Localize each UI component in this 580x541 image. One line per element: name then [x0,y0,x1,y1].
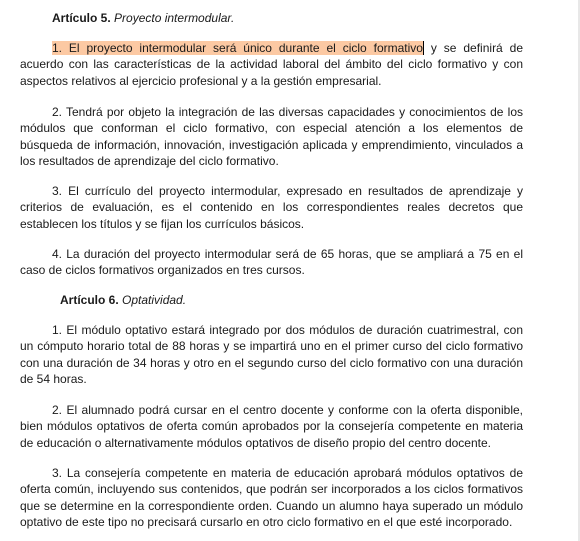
article-6-paragraph-1: 1. El módulo optativo estará integrado por dos módulos de duración cuatrimestral, con un cómputo horario total de 88 horas y se impartirá uno en el primer curso del ciclo formativo con una duración de 34 horas y otro en el segundo curso del ciclo formativo con una duración de 54 horas. [20,323,523,386]
article-5-paragraph-4: 4. La duración del proyecto intermodular será de 65 horas, que se ampliará a 75 en el caso de ciclos formativos organizados en tres cursos. [20,247,523,278]
selected-text-highlight[interactable]: 1. El proyecto intermodular será único durante el ciclo formativo [52,41,423,55]
paragraph-text: y se definirá de acuerdo con las características de la actividad laboral del ámbito del ciclo formativo y con aspectos relativos al ejercicio profesional y a la gestión empresarial. [20,41,523,88]
article-5-paragraph-3: 3. El currículo del proyecto intermodular, expresado en resultados de aprendizaje y criterios de evaluación, es el contenido en los correspondientes reales decretos que establecen los títulos y se fijan los currículos básicos. [20,184,523,231]
article-5-title: Proyecto intermodular. [114,11,235,25]
article-6-paragraph-3: 3. La consejería competente en materia de educación aprobará módulos optativos de oferta común, incluyendo sus contenidos, que podrán ser incorporados a los ciclos formativos que se determine en la correspondiente orden. Cuando un alumno haya superado un módulo optativo de este tipo no precisará cursarlo en otro ciclo formativo en el que esté incorporado. [20,466,523,529]
article-5-heading [52,10,234,26]
article-6-heading [60,292,186,308]
article-5-number: Artículo 5. [52,11,111,25]
article-6-title: Optatividad. [122,293,187,307]
article-5-paragraph-2: 2. Tendrá por objeto la integración de las diversas capacidades y conocimientos de los módulos que conforman el ciclo formativo, con especial atención a los elementos de búsqueda de información, innovación, investigación aplicada y emprendimiento, vinculados a los resultados de aprendizaje del ciclo formativo. [20,105,523,168]
article-6-paragraph-2: 2. El alumnado podrá cursar en el centro docente y conforme con la oferta disponible, bien módulos optativos de oferta común aprobados por la consejería competente en materia de educación o alternativamente módulos optativos de diseño propio del centro docente. [20,403,523,450]
article-6-number: Artículo 6. [60,293,119,307]
article-5-paragraph-1 [20,40,523,89]
